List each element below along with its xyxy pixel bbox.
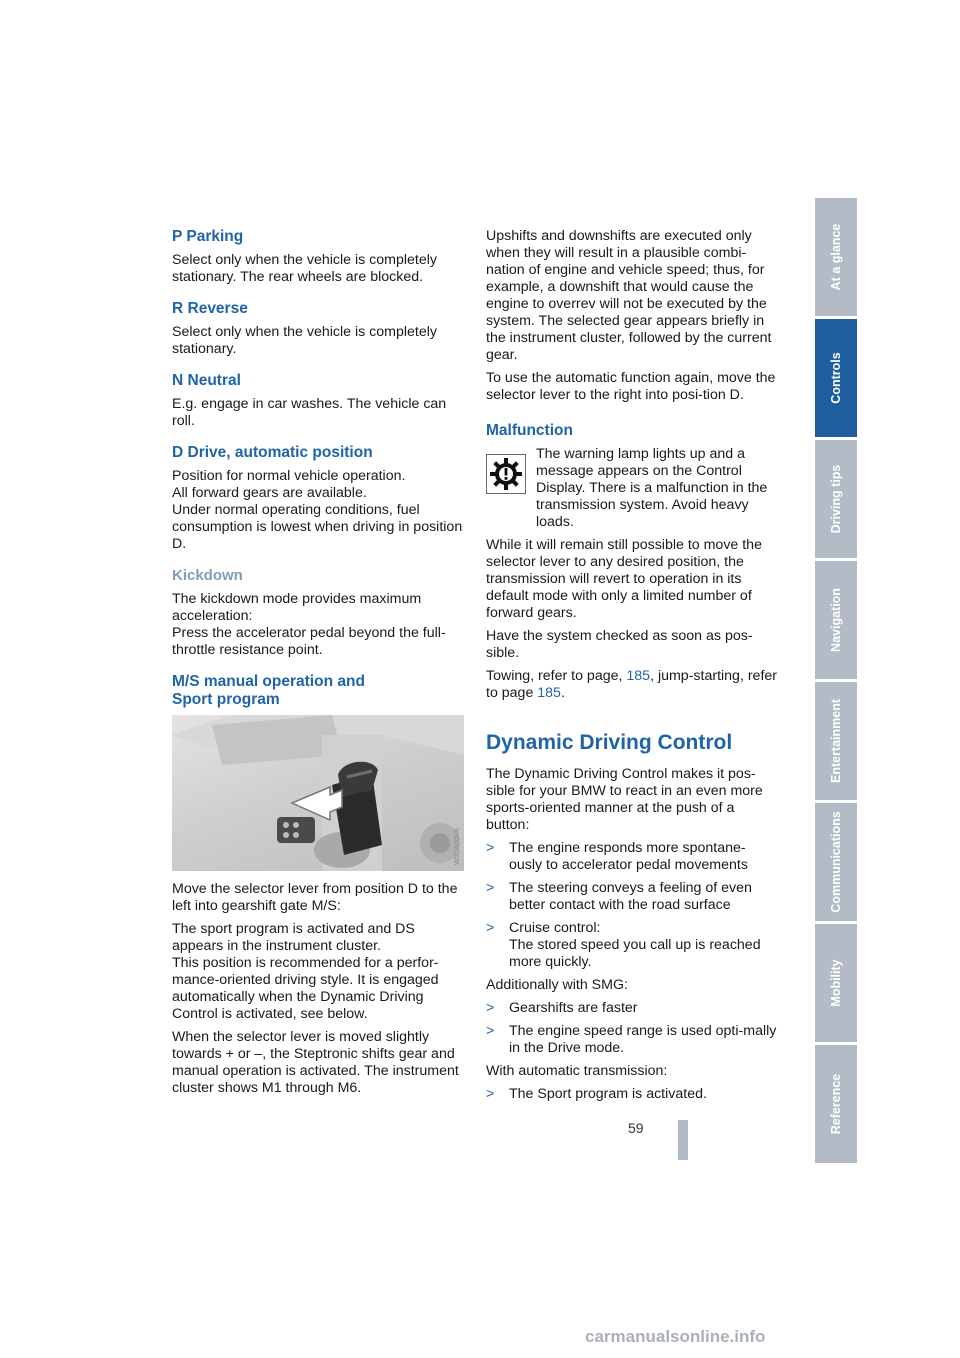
bullet-mark: >	[486, 840, 495, 856]
reverse-text: Select only when the vehicle is completely stationary.	[172, 324, 437, 357]
tab-label: Controls	[829, 352, 843, 404]
tab-communications[interactable]	[815, 803, 857, 921]
manual-text-2a: The sport program is activated and DS appears in the instrument cluster.	[172, 921, 415, 954]
tab-at-a-glance[interactable]	[815, 198, 857, 316]
drive-text	[172, 468, 464, 553]
malfunction-text-2: While it will remain still possible to move the selector lever to any desired position, the transmission will revert to operation in its default mode with only a limited number of forward gears.	[486, 537, 762, 621]
bullet-mark: >	[486, 1000, 495, 1016]
towing-page-link[interactable]: 185	[626, 668, 651, 684]
heading-malfunction: Malfunction	[486, 422, 573, 439]
malfunction-text-1: The warning lamp lights up and a message appears on the Control Display. There is a malfunction in the transmission system. Avoid heavy loads.	[536, 446, 768, 530]
shift-text-2: To use the automatic function again, move the selector lever to the right into posi-tion D.	[486, 370, 776, 403]
tab-entertainment[interactable]	[815, 682, 857, 800]
heading-drive: D Drive, automatic position	[172, 444, 373, 461]
drive-line-1: Position for normal vehicle operation.	[172, 468, 406, 484]
bullet-mark: >	[486, 880, 495, 896]
manual-text-2b: This position is recommended for a perfor-mance-oriented driving style. It is engaged automatically when the Dynamic Driving Control is activated, see below.	[172, 955, 439, 1022]
tab-label: Driving tips	[829, 464, 843, 534]
tab-label: At a glance	[829, 223, 843, 291]
malfunction-text-3: Have the system checked as soon as pos-sible.	[486, 628, 753, 661]
kickdown-text	[172, 591, 464, 659]
list-item-text: The engine speed range is used opti-mally in the Drive mode.	[509, 1023, 777, 1056]
list-item	[486, 1000, 778, 1017]
kickdown-line-1: The kickdown mode provides maximum acceleration:	[172, 591, 422, 624]
section-dynamic-driving-control	[486, 730, 778, 1103]
heading-parking: P Parking	[172, 228, 244, 245]
list-item-text: The engine responds more spontane-ously to accelerator pedal movements	[509, 840, 748, 873]
towing-text	[486, 668, 778, 702]
heading-neutral: N Neutral	[172, 372, 241, 389]
tab-label: Navigation	[829, 588, 843, 652]
section-malfunction	[486, 422, 778, 702]
tab-label: Communications	[829, 811, 843, 913]
heading-reverse: R Reverse	[172, 300, 248, 317]
drive-line-3: Under normal operating conditions, fuel consumption is lowest when driving in position D.	[172, 502, 463, 552]
towing-text-c: .	[560, 685, 565, 701]
shift-text-1: Upshifts and downshifts are executed only when they will result in a plausible combi-nation of engine and vehicle speed; thus, for example, a downshift that would cause the engine to overrev will not be executed by the system. The selected gear appears briefly in the instrument cluster, followed by the current gear.	[486, 228, 772, 363]
kickdown-line-2: Press the accelerator pedal beyond the full-throttle resistance point.	[172, 625, 446, 658]
figure-code: W0CA00VA	[454, 828, 461, 865]
section-reverse	[172, 300, 464, 358]
heading-kickdown: Kickdown	[172, 567, 243, 584]
section-manual	[172, 673, 464, 1097]
watermark: carmanualsonline.info	[585, 1327, 766, 1346]
bullet-mark: >	[486, 1086, 495, 1102]
drive-line-2: All forward gears are available.	[172, 485, 367, 501]
page-marker-bar	[678, 1120, 688, 1160]
tab-navigation[interactable]	[815, 561, 857, 679]
heading-manual-line-2: Sport program	[172, 691, 280, 708]
manual-text-3: When the selector lever is moved slightly towards + or –, the Steptronic shifts gear and manual operation is activated. The instrument cluster shows M1 through M6.	[172, 1029, 459, 1096]
section-kickdown	[172, 567, 464, 659]
heading-dynamic-driving-control: Dynamic Driving Control	[486, 731, 733, 754]
heading-manual-line-1: M/S manual operation and	[172, 673, 365, 690]
list-item-text: Gearshifts are faster	[509, 1000, 638, 1016]
chapter-tabs	[815, 198, 857, 1166]
ddc-intro: The Dynamic Driving Control makes it pos-sible for your BMW to react in an even more sports-oriented manner at the push of a button:	[486, 766, 763, 833]
towing-text-b: , jump-starting, refer to page	[486, 668, 778, 701]
towing-text-a: Towing, refer to page,	[486, 668, 627, 684]
list-item	[486, 1086, 778, 1103]
tab-reference[interactable]	[815, 1045, 857, 1163]
tab-label: Mobility	[829, 959, 843, 1007]
section-parking	[172, 228, 464, 286]
bullet-mark: >	[486, 920, 495, 936]
parking-text: Select only when the vehicle is completely stationary. The rear wheels are blocked.	[172, 252, 437, 285]
cruise-label: Cruise control:	[509, 920, 601, 936]
page-number: 59	[628, 1120, 644, 1136]
smg-text: Additionally with SMG:	[486, 977, 628, 993]
neutral-text: E.g. engage in car washes. The vehicle can roll.	[172, 396, 447, 429]
jump-start-page-link[interactable]: 185	[537, 685, 561, 701]
list-item	[486, 840, 778, 874]
tab-driving-tips[interactable]	[815, 440, 857, 558]
section-neutral	[172, 372, 464, 430]
tab-label: Reference	[829, 1073, 843, 1135]
right-column	[486, 228, 778, 1109]
malfunction-block	[486, 446, 778, 531]
bullet-mark: >	[486, 1023, 495, 1039]
warning-gear-icon	[486, 454, 526, 494]
list-item	[486, 920, 778, 971]
manual-text-1: Move the selector lever from position D to the left into gearshift gate M/S:	[172, 881, 458, 914]
left-column	[172, 228, 464, 1103]
section-drive	[172, 444, 464, 553]
tab-label: Entertainment	[829, 698, 843, 784]
selector-lever-photo	[172, 715, 464, 871]
list-item	[486, 1023, 778, 1057]
list-item-text: The steering conveys a feeling of even better contact with the road surface	[509, 880, 752, 913]
tab-controls[interactable]	[815, 319, 857, 437]
heading-manual	[172, 673, 464, 709]
selector-lever-illustration	[172, 715, 464, 871]
automatic-text: With automatic transmission:	[486, 1063, 668, 1079]
cruise-text: The stored speed you call up is reached more quickly.	[509, 937, 761, 970]
manual-text-2	[172, 921, 464, 1023]
list-item-text: The Sport program is activated.	[509, 1086, 707, 1102]
tab-mobility[interactable]	[815, 924, 857, 1042]
list-item	[486, 880, 778, 914]
